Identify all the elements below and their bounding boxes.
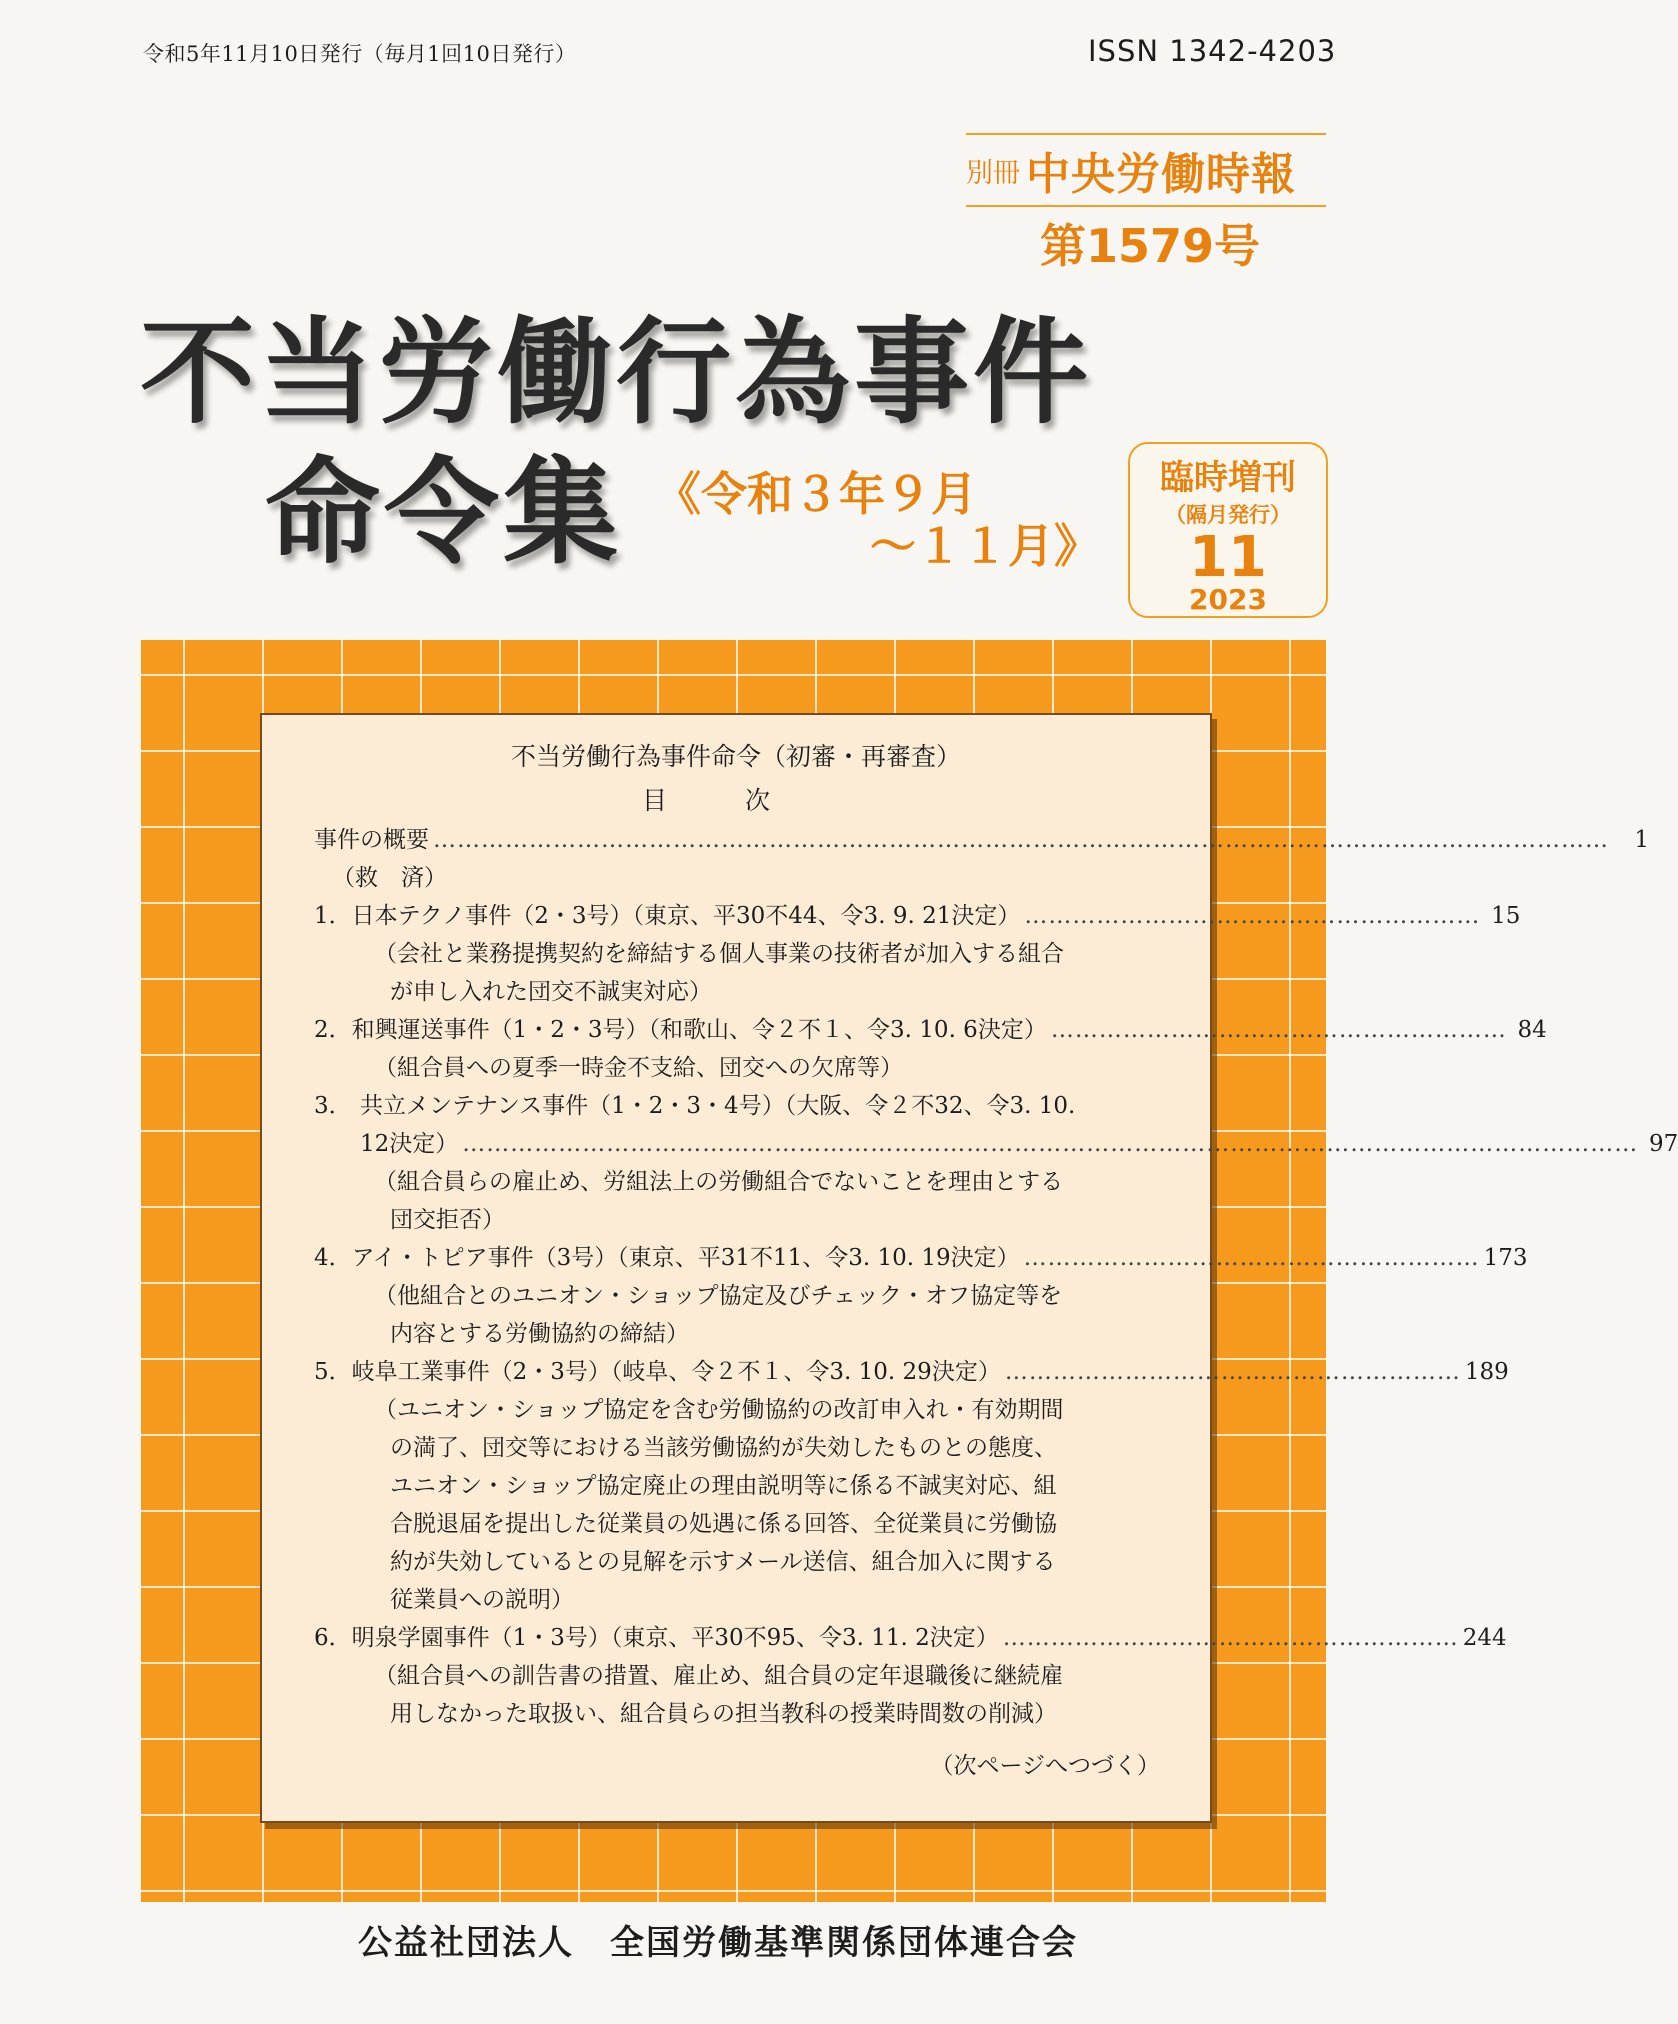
toc-continued-note: （次ページへつづく） [930, 1753, 1160, 1779]
period-line1: 《令和３年９月 [655, 467, 977, 521]
toc-entry-number: 2． [314, 1017, 352, 1043]
table-of-contents-card [260, 713, 1678, 1823]
toc-entry-desc: 団交拒否） [390, 1207, 505, 1233]
toc-entry-desc: の満了、団交等における当該労働協約が失効したものとの態度、 [390, 1435, 1057, 1461]
special-issue-month: 11 [1189, 525, 1267, 590]
toc-entry [314, 901, 1521, 931]
toc-entry-number: 3． [314, 1093, 352, 1119]
issue-number: 第1579号 [1040, 219, 1261, 273]
publisher-name: 公益社団法人 全国労働基準関係団体連合会 [358, 1923, 1078, 1963]
toc-entry-title: 岐阜工業事件（2・3号）（岐阜、令２不１、令3. 10. 29決定） [351, 1359, 1001, 1385]
toc-leader: ………………………………………………………………………………………………………………………………… [433, 827, 1609, 853]
toc-entry-title: 和興運送事件（1・2・3号）（和歌山、令２不１、令3. 10. 6決定） [351, 1017, 1047, 1043]
publication-date: 令和5年11月10日発行（毎月1回10日発行） [143, 42, 577, 66]
toc-entry-desc: ユニオン・ショップ協定廃止の理由説明等に係る不誠実対応、組 [390, 1473, 1057, 1499]
main-title-line1: 不当労働行為事件 [140, 306, 1093, 440]
toc-entry-page: 84 [1517, 1017, 1547, 1043]
toc-section-label: （救 済） [332, 865, 447, 891]
special-issue-badge [1128, 442, 1328, 618]
toc-leader: ………………………………………………… [1024, 903, 1481, 929]
toc-entry-title: 明泉学園事件（1・3号）（東京、平30不95、令3. 11. 2決定） [351, 1625, 999, 1651]
toc-entry-title-cont: 12決定） [360, 1131, 459, 1157]
special-issue-frequency: （隔月発行） [1165, 503, 1291, 527]
toc-entry-title: アイ・トピア事件（3号）（東京、平31不11、令3. 10. 19決定） [351, 1245, 1020, 1271]
toc-entry-page: 97 [1649, 1131, 1678, 1157]
special-issue-label: 臨時増刊 [1160, 458, 1296, 498]
toc-entry [314, 1623, 1507, 1653]
toc-entry [314, 1091, 1075, 1121]
main-title-line2: 命令集 [265, 446, 623, 580]
toc-entry-desc: 従業員への説明） [390, 1587, 574, 1613]
toc-leader: ………………………………………………………………………………………………………………………………… [462, 1131, 1639, 1157]
issn-number: ISSN 1342-4203 [1088, 34, 1337, 68]
toc-entry-desc: 約が失効しているとの見解を示すメール送信、組合加入に関する [390, 1549, 1056, 1575]
toc-entry-desc: 用しなかった取扱い、組合員らの担当教科の授業時間数の削減） [390, 1701, 1057, 1727]
toc-entry-desc: （他組合とのユニオン・ショップ協定及びチェック・オフ協定等を [374, 1283, 1063, 1309]
toc-label: 目次 [642, 786, 849, 815]
toc-entry-title: 共立メンテナンス事件（1・2・3・4号）（大阪、令２不32、令3. 10. [360, 1093, 1076, 1119]
special-issue-year: 2023 [1189, 583, 1267, 616]
toc-leader: ………………………………………………… [1004, 1359, 1461, 1385]
toc-overview-label: 事件の概要 [314, 827, 429, 853]
toc-entry-desc: （組合員への訓告書の措置、雇止め、組合員の定年退職後に継続雇 [374, 1663, 1064, 1689]
toc-entry-page: 173 [1483, 1245, 1528, 1271]
toc-entry-continued [360, 1129, 1678, 1159]
toc-entry-desc: 内容とする労働協約の締結） [390, 1321, 689, 1347]
toc-leader: ………………………………………………… [1002, 1625, 1459, 1651]
toc-entry [314, 1243, 1528, 1273]
series-name: 中央労働時報 [1026, 149, 1296, 200]
toc-overview-page: 1 [1634, 827, 1649, 853]
toc-entry-number: 6． [314, 1625, 352, 1651]
toc-entry-title: 日本テクノ事件（2・3号）（東京、平30不44、令3. 9. 21決定） [351, 903, 1021, 929]
series-title-box [966, 133, 1326, 207]
toc-heading: 不当労働行為事件命令（初審・再審査） [510, 742, 961, 771]
toc-entry-desc: が申し入れた団交不誠実対応） [390, 979, 712, 1005]
toc-entry-page: 15 [1491, 903, 1521, 929]
toc-leader: ………………………………………………… [1023, 1245, 1480, 1271]
toc-entry [314, 1357, 1509, 1387]
toc-entry-desc: （ユニオン・ショップ協定を含む労働協約の改訂申入れ・有効期間 [374, 1397, 1064, 1423]
toc-entry-number: 4． [314, 1245, 352, 1271]
series-prefix: 別冊 [966, 157, 1020, 189]
period-line2: ～１１月》 [870, 519, 1100, 573]
toc-leader: ………………………………………………… [1050, 1017, 1507, 1043]
toc-entry-page: 189 [1464, 1359, 1509, 1385]
toc-entry-number: 1． [314, 903, 352, 929]
toc-entry [314, 1015, 1547, 1045]
toc-entry-number: 5． [314, 1359, 352, 1385]
toc-entry-page: 244 [1462, 1625, 1507, 1651]
toc-entry-desc: （組合員への夏季一時金不支給、団交への欠席等） [374, 1055, 903, 1081]
toc-entry-desc: 合脱退届を提出した従業員の処遇に係る回答、全従業員に労働協 [390, 1511, 1057, 1537]
toc-entry-desc: （組合員らの雇止め、労組法上の労働組合でないことを理由とする [374, 1169, 1064, 1195]
toc-overview-row [314, 825, 1649, 855]
toc-entry-desc: （会社と業務提携契約を締結する個人事業の技術者が加入する組合 [374, 941, 1064, 967]
